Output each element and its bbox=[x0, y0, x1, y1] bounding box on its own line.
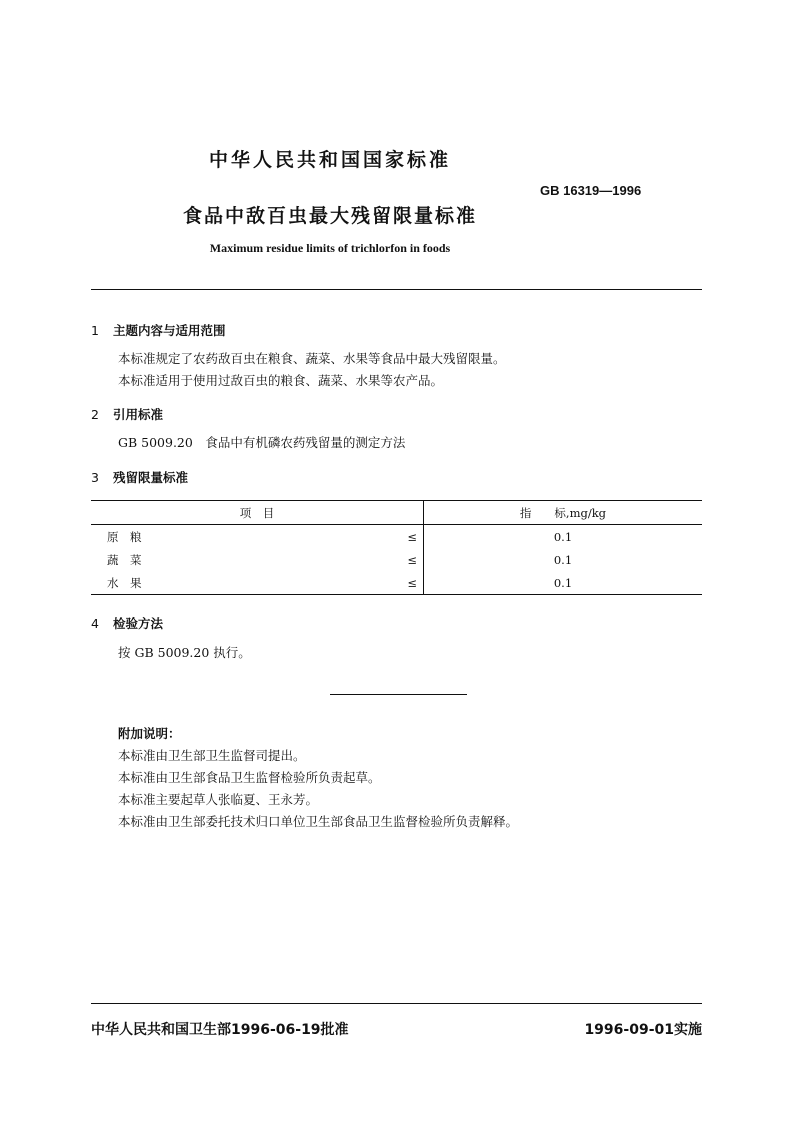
section-title: 检验方法 bbox=[113, 616, 164, 631]
note-line: 本标准由卫生部委托技术归口单位卫生部食品卫生监督检验所负责解释。 bbox=[118, 814, 519, 829]
document-title-english: Maximum residue limits of trichlorfon in foods bbox=[209, 241, 451, 255]
implementation-date: 1996-09-01实施 bbox=[584, 1022, 702, 1038]
footer-divider bbox=[91, 1003, 702, 1004]
table-row bbox=[91, 571, 702, 595]
national-standard-heading: 中华人民共和国国家标准 bbox=[208, 149, 451, 171]
section-number: 3 bbox=[91, 470, 99, 485]
approval-date: 中华人民共和国卫生部1996-06-19批准 bbox=[91, 1022, 349, 1038]
paragraph: GB 5009.20 食品中有机磷农药残留量的测定方法 bbox=[118, 435, 406, 450]
section-number: 1 bbox=[91, 323, 99, 338]
note-line: 本标准由卫生部食品卫生监督检验所负责起草。 bbox=[118, 770, 381, 785]
section-4-heading bbox=[91, 614, 163, 632]
table-cell-sign: ≤ bbox=[405, 525, 424, 549]
section-title: 主题内容与适用范围 bbox=[113, 323, 226, 338]
document-title: 食品中敌百虫最大残留限量标准 bbox=[182, 205, 477, 227]
table-cell-item: 原 粮 bbox=[107, 529, 142, 544]
table-cell-item: 水 果 bbox=[91, 571, 405, 595]
table-header-item: 项 目 bbox=[91, 501, 424, 525]
section-number: 2 bbox=[91, 407, 99, 422]
section-title: 引用标准 bbox=[113, 407, 164, 422]
note-line: 本标准由卫生部卫生监督司提出。 bbox=[118, 748, 306, 763]
table-cell-sign: ≤ bbox=[405, 571, 424, 595]
section-1-heading bbox=[91, 321, 226, 339]
section-2-heading bbox=[91, 405, 163, 423]
table-cell-sign: ≤ bbox=[405, 548, 424, 571]
table-cell-value: 0.1 bbox=[424, 571, 703, 595]
table-cell-value: 0.1 bbox=[553, 529, 573, 544]
section-title: 残留限量标准 bbox=[113, 470, 189, 485]
paragraph: 本标准适用于使用过敌百虫的粮食、蔬菜、水果等农产品。 bbox=[118, 373, 444, 388]
table-cell-value: 0.1 bbox=[553, 552, 573, 567]
section-2-body bbox=[118, 432, 405, 454]
standard-code: GB 16319—1996 bbox=[540, 183, 642, 198]
notes-title: 附加说明： bbox=[118, 726, 181, 741]
note-line: 本标准主要起草人张临夏、王永芳。 bbox=[118, 792, 319, 807]
residue-limit-table bbox=[91, 500, 702, 595]
table-row bbox=[91, 548, 702, 571]
paragraph: 本标准规定了农药敌百虫在粮食、蔬菜、水果等食品中最大残留限量。 bbox=[118, 351, 506, 366]
section-number: 4 bbox=[91, 616, 99, 631]
paragraph: 按 GB 5009.20 执行。 bbox=[118, 645, 251, 660]
table-cell-item: 蔬 菜 bbox=[107, 552, 142, 567]
section-3-heading bbox=[91, 468, 188, 486]
end-of-text-rule bbox=[330, 694, 467, 695]
table-row bbox=[91, 525, 702, 549]
header-divider bbox=[91, 289, 702, 290]
table-header-value: 指 标,mg/kg bbox=[424, 501, 703, 525]
section-4-body bbox=[118, 642, 251, 664]
section-1-body bbox=[118, 348, 506, 392]
notes-body bbox=[118, 745, 518, 833]
